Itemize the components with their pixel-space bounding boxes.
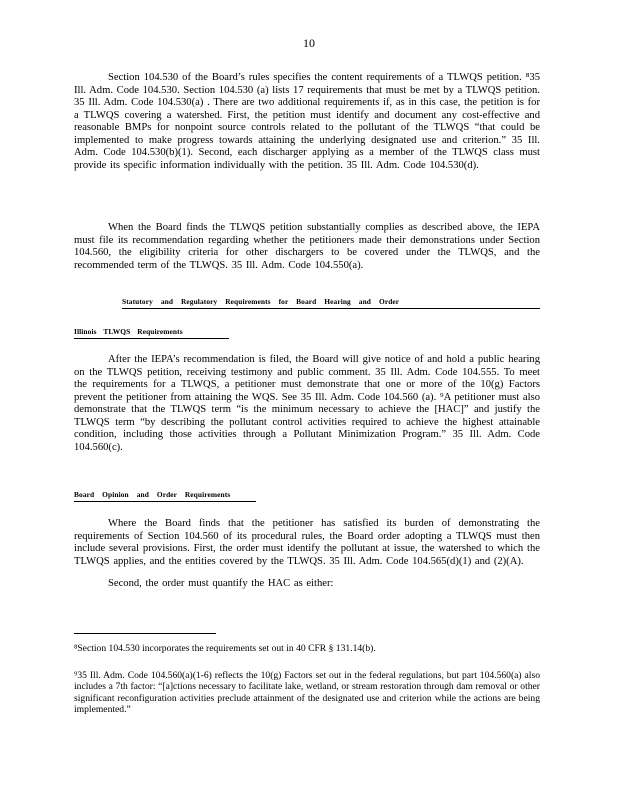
footnote-8: ⁸Section 104.530 incorporates the requirements set out in 40 CFR § 131.14(b). [74, 643, 376, 654]
paragraph-board-order [74, 518, 540, 568]
page-number: 10 [303, 36, 315, 50]
section-heading-illinois-tlwqs: Illinois TLWQS Requirements [74, 327, 229, 339]
paragraph-iepa-recommendation [74, 222, 540, 272]
paragraph-public-hearing [74, 354, 540, 454]
paragraph-text: Second, the order must quantify the HAC as either: [108, 578, 334, 589]
section-heading-statutory: Statutory and Regulatory Requirements for Board Hearing and Order [122, 297, 540, 309]
paragraph-text: When the Board finds the TLWQS petition substantially complies as described above, the IEPA must file its recommendation regarding whether the petitioners made their demonstrations under Section 104.560, the eligibility criteria for other dischargers to be covered under the TLWQS, and the recommended term of the TLWQS. 35 Ill. Adm. Code 104.550(a). [74, 222, 540, 271]
paragraph-quantify-hac [74, 578, 540, 591]
footnote-9: ⁹35 Ill. Adm. Code 104.560(a)(1-6) reflects the 10(g) Factors set out in the federal regulations, but part 104.560(a) also includes a 7th factor: “[a]ctions necessary to facilitate lake, wetland, or stream restoration through dam removal or other significant reconfiguration activities preclude attainment of the designated use and criterion while the actions are being implemented.” [74, 670, 540, 716]
paragraph-text: Where the Board finds that the petitioner has satisfied its burden of demonstrating the requirements of Section 104.560 of its procedural rules, the Board order adopting a TLWQS must then include several provisions. First, the order must identify the pollutant at issue, the watershed to which the TLWQS applies, and the entities covered by the TLWQS. 35 Ill. Adm. Code 104.565(d)(1) and (2)(A). [74, 518, 540, 567]
paragraph-text: Section 104.530 of the Board’s rules specifies the content requirements of a TLWQS petition. ⁸35 Ill. Adm. Code 104.530. Section 104.530 (a) lists 17 requirements that must be met by a TLWQS petition. 35 Ill. Adm. Code 104.530(a) . There are two additional requirements if, as in this case, the petition is for a TLWQS covering a watershed. First, the petition must identify and document any cost-effective and reasonable BMPs for nonpoint source controls related to the pollutant of the TLWQS “that could be implemented to make progress towards attaining the underlying designated use and criterion.” 35 Ill. Adm. Code 104.530(b)(1). Second, each discharger applying as a member of the TLWQS class must provide its specific information individually with the petition. 35 Ill. Adm. Code 104.530(d). [74, 72, 540, 171]
paragraph-petition-requirements [74, 72, 540, 172]
section-heading-board-opinion: Board Opinion and Order Requirements [74, 490, 256, 502]
paragraph-text: After the IEPA’s recommendation is filed, the Board will give notice of and hold a public hearing on the TLWQS petition, receiving testimony and public comment. 35 Ill. Adm. Code 104.555. To meet the requirements for a TLWQS, a petitioner must demonstrate that one or more of the 10(g) Factors prevent the petitioner from attaining the WQS. See 35 Ill. Adm. Code 104.560 (a). ⁹A petitioner must also demonstrate that the TLWQS term “is the minimum necessary to achieve the [HAC]” and justify the TLWQS term “by describing the pollutant control activities required to achieve the highest attainable condition, including those activities through a Pollutant Minimization Program.” 35 Ill. Adm. Code 104.560(c). [74, 354, 540, 453]
footnote-separator [74, 633, 216, 634]
